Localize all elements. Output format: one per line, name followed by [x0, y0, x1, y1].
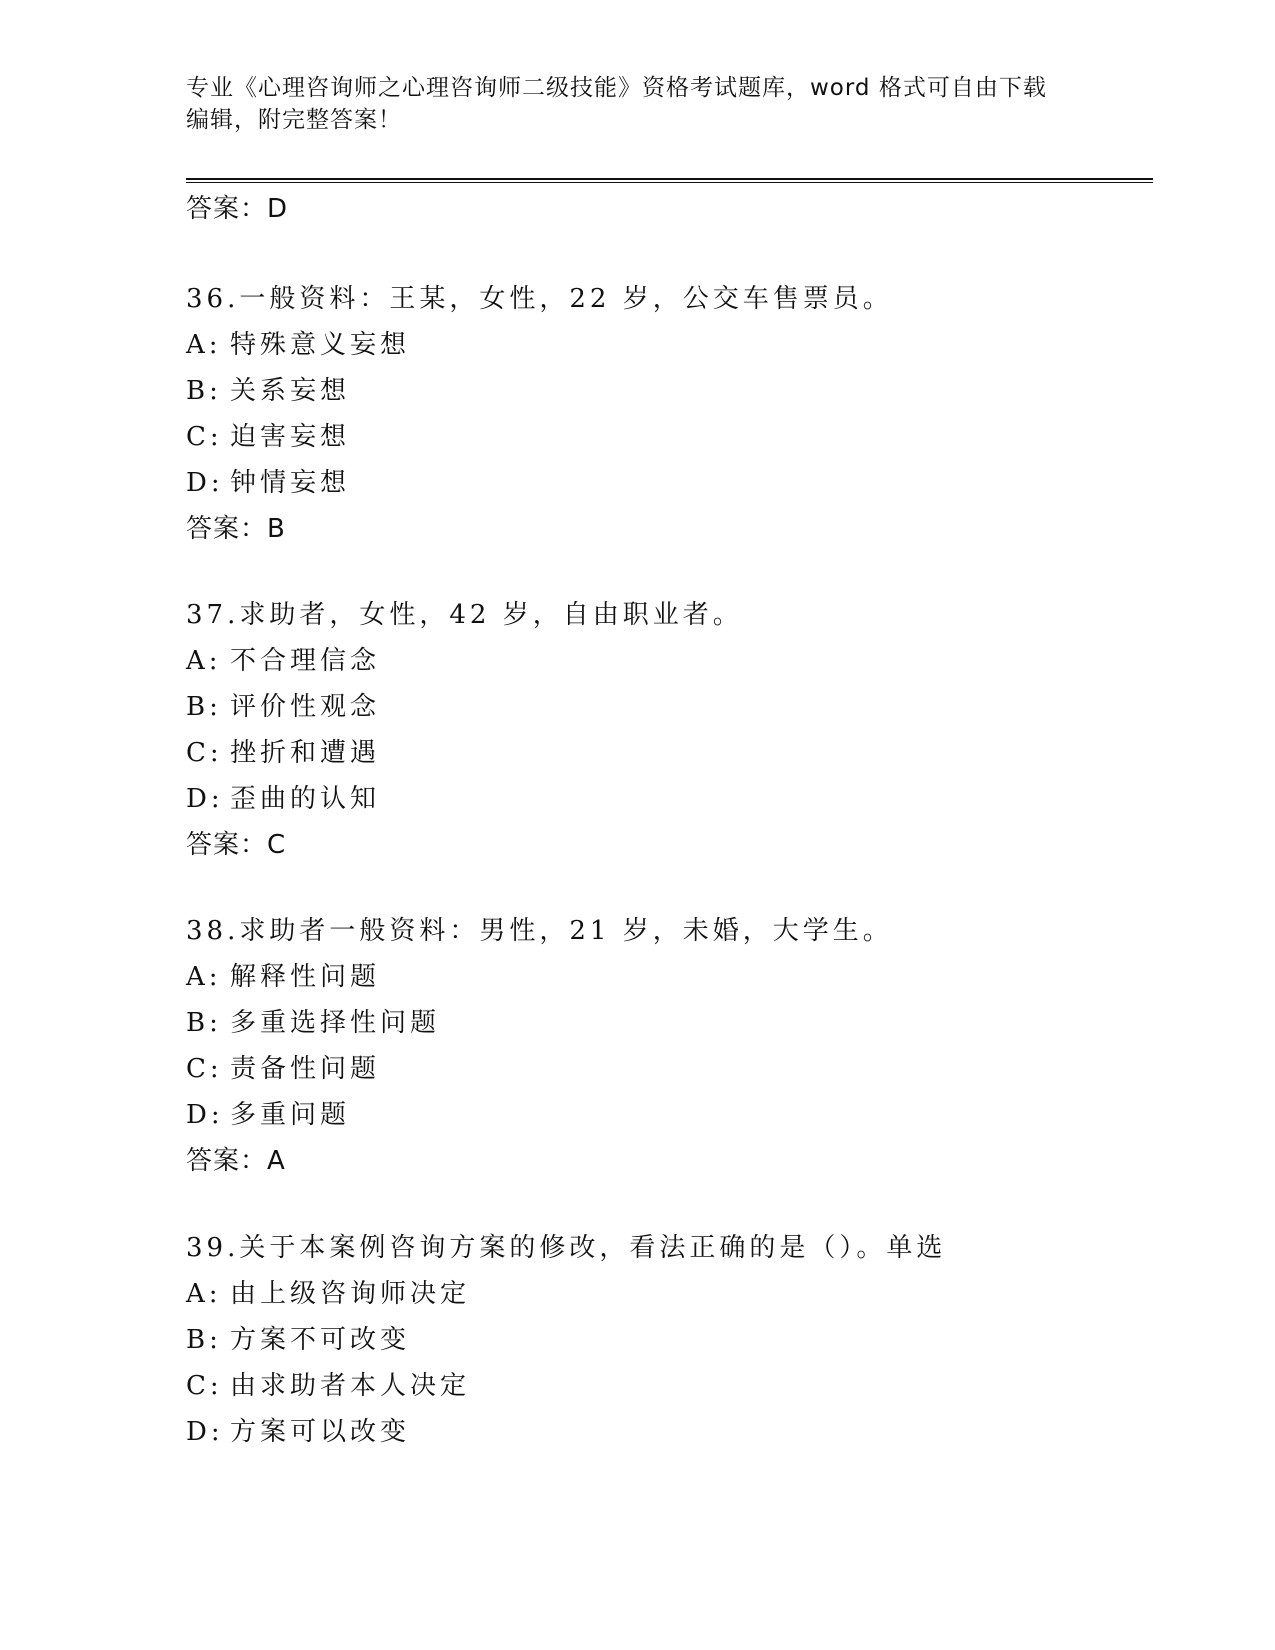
option-c — [186, 421, 1166, 467]
option-text: 迫害妄想 — [230, 422, 351, 452]
option-text: 责备性问题 — [230, 1054, 381, 1084]
option-key: C: — [186, 738, 223, 768]
option-text: 由上级咨询师决定 — [230, 1279, 471, 1309]
question-37 — [186, 599, 1166, 861]
option-text: 挫折和遭遇 — [230, 738, 381, 768]
option-text: 多重问题 — [230, 1100, 351, 1130]
option-a — [186, 961, 1166, 1007]
option-text: 特殊意义妄想 — [230, 330, 411, 360]
question-stem: 38.求助者一般资料：男性，21 岁，未婚，大学生。 — [186, 916, 893, 946]
option-key: B: — [186, 1008, 222, 1038]
option-key: C: — [186, 422, 223, 452]
header-divider — [186, 178, 1153, 183]
question-38 — [186, 915, 1166, 1177]
question-stem: 37.求助者，女性，42 岁，自由职业者。 — [186, 600, 743, 630]
question-36 — [186, 283, 1166, 545]
option-text: 方案可以改变 — [230, 1417, 411, 1447]
option-key: D: — [186, 1417, 224, 1447]
option-text: 歪曲的认知 — [230, 784, 381, 814]
option-c — [186, 1370, 1166, 1416]
option-key: B: — [186, 376, 222, 406]
option-b — [186, 375, 1166, 421]
option-c — [186, 1053, 1166, 1099]
option-key: C: — [186, 1371, 223, 1401]
option-text: 关系妄想 — [230, 376, 351, 406]
option-key: C: — [186, 1054, 223, 1084]
option-b — [186, 691, 1166, 737]
option-text: 方案不可改变 — [230, 1325, 411, 1355]
option-key: D: — [186, 1100, 224, 1130]
option-c — [186, 737, 1166, 783]
option-text: 评价性观念 — [230, 692, 381, 722]
option-b — [186, 1324, 1166, 1370]
option-d — [186, 467, 1166, 513]
question-answer: 答案：B — [186, 514, 286, 544]
option-key: B: — [186, 1325, 222, 1355]
previous-answer: 答案：D — [186, 194, 289, 224]
option-key: B: — [186, 692, 222, 722]
option-key: D: — [186, 468, 224, 498]
option-key: A: — [186, 646, 222, 676]
option-key: A: — [186, 330, 222, 360]
option-text: 多重选择性问题 — [230, 1008, 441, 1038]
option-a — [186, 329, 1166, 375]
option-a — [186, 1278, 1166, 1324]
option-text: 解释性问题 — [230, 962, 381, 992]
question-stem: 39.关于本案例咨询方案的修改，看法正确的是（）。单选 — [186, 1233, 947, 1263]
option-text: 钟情妄想 — [230, 468, 351, 498]
question-answer: 答案：C — [186, 830, 287, 860]
question-stem: 36.一般资料：王某，女性，22 岁，公交车售票员。 — [186, 284, 893, 314]
document-header — [186, 72, 1086, 136]
option-d — [186, 1416, 1166, 1462]
header-line-1: 专业《心理咨询师之心理咨询师二级技能》资格考试题库，word 格式可自由下载 — [186, 75, 1047, 101]
option-text: 不合理信念 — [230, 646, 381, 676]
option-b — [186, 1007, 1166, 1053]
question-answer: 答案：A — [186, 1146, 286, 1176]
option-text: 由求助者本人决定 — [230, 1371, 471, 1401]
option-key: A: — [186, 1279, 222, 1309]
question-39 — [186, 1232, 1166, 1462]
option-d — [186, 783, 1166, 829]
header-line-2: 编辑，附完整答案！ — [186, 107, 402, 133]
option-key: D: — [186, 784, 224, 814]
option-a — [186, 645, 1166, 691]
option-key: A: — [186, 962, 222, 992]
option-d — [186, 1099, 1166, 1145]
